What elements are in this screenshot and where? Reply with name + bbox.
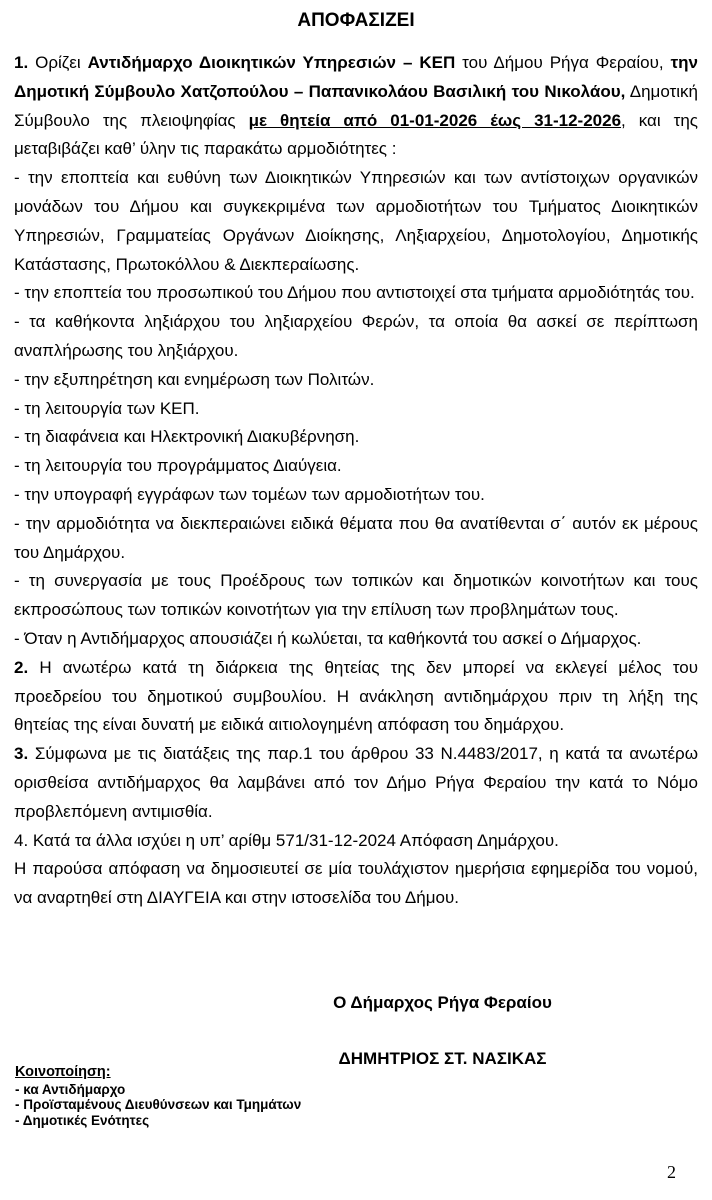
duty-item-text: - την εποπτεία και ευθύνη των Διοικητικών Υπηρεσιών και των αντίστοιχων οργανικών μονάδων του Δήμου και συγκεκριμένα των αρμοδιοτήτων του Τμήματος Διοικητικών Υπηρεσιών, Γραμματείας Οργάνων Διοίκησης, Ληξιαρχείου, Δημοτολογίου, Δημοτικής Κατάστασης, Πρωτοκόλλου & Διεκπεραίωσης. <box>14 168 698 274</box>
duty-item <box>14 452 698 481</box>
signature-role: Ο Δήμαρχος Ρήγα Φεραίου <box>333 993 552 1012</box>
notification-heading: Κοινοποίηση: <box>15 1064 111 1080</box>
duty-item-text: - Όταν η Αντιδήμαρχος απουσιάζει ή κωλύεται, τα καθήκοντά του ασκεί ο Δήμαρχος. <box>14 628 642 648</box>
duty-item-text: - την αρμοδιότητα να διεκπεραιώνει ειδικά θέματα που θα ανατίθενται σ΄ αυτόν εκ μέρους του Δημάρχου. <box>14 513 698 562</box>
paragraph-4 <box>14 827 698 856</box>
paragraph-1-term-dates: με θητεία από 01-01-2026 έως 31-12-2026 <box>248 110 622 130</box>
paragraph-1-role: Αντιδήμαρχο Διοικητικών Υπηρεσιών – ΚΕΠ <box>87 53 456 72</box>
notification-item: - κα Αντιδήμαρχο <box>15 1081 126 1097</box>
duty-item <box>14 164 698 279</box>
duty-item-text: - την εποπτεία του προσωπικού του Δήμου που αντιστοιχεί στα τμήματα αρμοδιότητάς του. <box>14 283 695 303</box>
duty-item-text: - τη διαφάνεια και Ηλεκτρονική Διακυβέρνηση. <box>14 427 360 447</box>
closing-paragraph <box>14 855 698 913</box>
paragraph-1-after-name: Δημοτική Σύμβουλο της πλειοψηφίας <box>14 81 698 130</box>
duty-item <box>14 481 698 510</box>
duty-item-text: - τη λειτουργία των ΚΕΠ. <box>14 398 200 418</box>
duty-item <box>14 308 698 366</box>
decision-heading: ΑΠΟΦΑΣΙΖΕΙ <box>297 10 415 31</box>
paragraph-1-number: 1. <box>14 53 29 72</box>
duty-item-text: - την υπογραφή εγγράφων των τομέων των αρμοδιοτήτων του. <box>14 484 485 504</box>
duty-item <box>14 567 698 625</box>
paragraph-1-appointee-name: την Δημοτική Σύμβουλο Χατζοπούλου – Παπανικολάου Βασιλική του Νικολάου, <box>14 53 699 101</box>
duty-item <box>14 510 698 568</box>
paragraph-1-after-role: του Δήμου Ρήγα Φεραίου, <box>455 53 671 72</box>
notification-item: - Προϊσταμένους Διευθύνσεων και Τμημάτων <box>15 1097 302 1112</box>
notification-block <box>15 1065 301 1128</box>
duty-item <box>14 279 698 308</box>
paragraph-1-tail: , και της μεταβιβάζει καθ’ ύλην τις παρακάτω αρμοδιότητες : <box>14 110 699 159</box>
paragraph-2-text: Η ανωτέρω κατά τη διάρκεια της θητείας της δεν μπορεί να εκλεγεί μέλος του προεδρείου του δημοτικού συμβουλίου. Η ανάκληση αντιδημάρχου πριν τη λήξη της θητείας της είναι δυνατή με ειδικά αιτιολογημένη απόφαση του δημάρχου. <box>14 657 698 735</box>
paragraph-1 <box>14 49 698 164</box>
paragraph-3 <box>14 740 698 826</box>
duty-item <box>14 366 698 395</box>
duty-item-text: - τα καθήκοντα ληξιάρχου του ληξιαρχείου Φερών, τα οποία θα ασκεί σε περίπτωση αναπλήρωσης του ληξιάρχου. <box>14 312 698 360</box>
paragraph-2-number: 2. <box>14 657 29 677</box>
paragraph-2 <box>14 654 698 740</box>
duty-item <box>14 423 698 452</box>
closing-paragraph-text: Η παρούσα απόφαση να δημοσιευτεί σε μία τουλάχιστον ημερήσια εφημερίδα του νομού, να αναρτηθεί στη ΔΙΑΥΓΕΙΑ και στην ιστοσελίδα του Δήμου. <box>14 859 698 908</box>
paragraph-3-number: 3. <box>14 744 29 764</box>
notification-item: - Δημοτικές Ενότητες <box>15 1112 150 1128</box>
duty-item <box>14 625 698 654</box>
paragraph-3-text: Σύμφωνα με τις διατάξεις της παρ.1 του άρθρου 33 Ν.4483/2017, η κατά τα ανωτέρω ορισθείσα αντιδήμαρχος θα λαμβάνει από τον Δήμο Ρήγα Φεραίου την κατά το Νόμο προβλεπόμενη αντιμισθία. <box>14 744 698 821</box>
paragraph-4-text: 4. Κατά τα άλλα ισχύει η υπ’ αρίθμ 571/31-12-2024 Απόφαση Δημάρχου. <box>14 830 559 850</box>
duty-item-text: - τη λειτουργία του προγράμματος Διαύγεια. <box>14 456 342 476</box>
duty-item-text: - τη συνεργασία με τους Προέδρους των τοπικών και δημοτικών κοινοτήτων και τους εκπροσώπους των τοπικών κοινοτήτων για την επίλυση των προβλημάτων τους. <box>14 571 698 620</box>
duty-item-text: - την εξυπηρέτηση και ενημέρωση των Πολιτών. <box>14 369 375 389</box>
duty-item <box>14 395 698 424</box>
page-number: 2 <box>667 1162 676 1182</box>
paragraph-1-lead: Ορίζει <box>28 53 88 72</box>
signature-name: ΔΗΜΗΤΡΙΟΣ ΣΤ. ΝΑΣΙΚΑΣ <box>338 1049 547 1068</box>
